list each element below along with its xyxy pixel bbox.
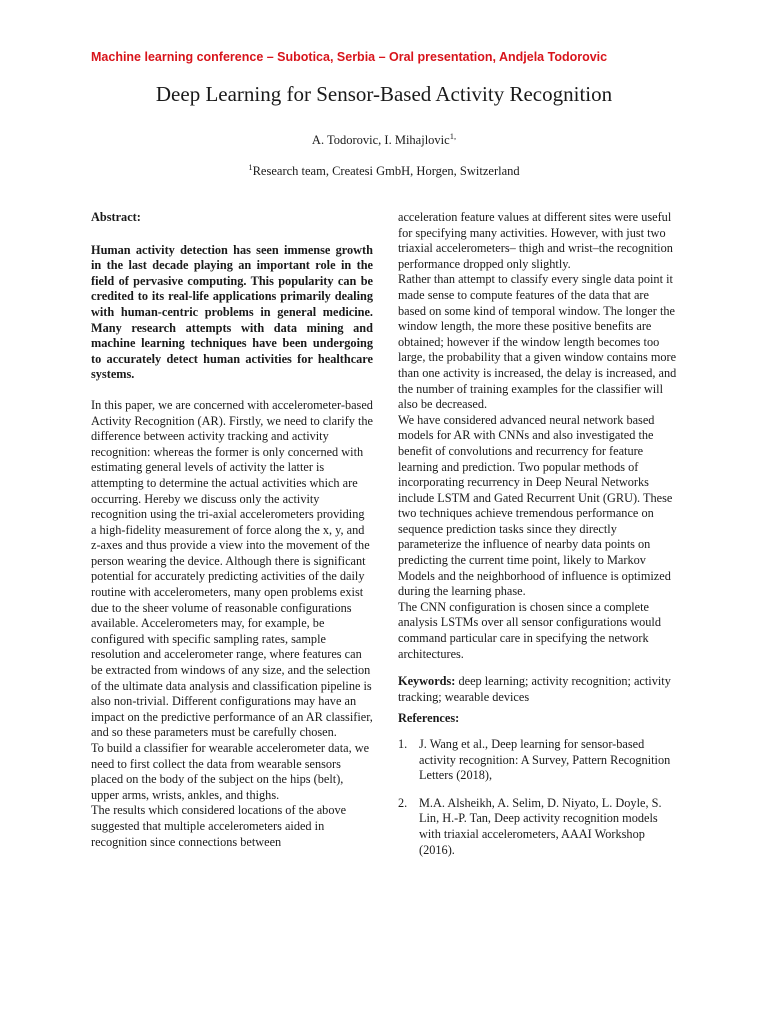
affiliation-mark: 1 xyxy=(248,161,253,172)
body-paragraph: The results which considered locations of the above suggested that multiple accelerometers aided in recognition since connections between xyxy=(91,803,347,849)
body-paragraph: In this paper, we are concerned with accelerometer-based Activity Recognition (AR). Firstly, we need to clarify the difference between activity tracking and activity recognition: whereas the former is only concerned with estimating general levels of activity the latter is attempting to determine the actual activities which are occurring. Hereby we discuss only the activity recognition using the tri-axial accelerometers providing a high-fidelity measurement of force along the x, y, and z-axes and thus provide a view into the movement of the person wearing the device. Although there is significant potential for accurately predicting activities of the daily routine with accelerometers, many open problems exist due to the sheer volume of reasonable configurations available. Accelerometers may, for example, be configured with specific sampling rates, sample resolution and accelerometer range, where features can be extracted from windows of any size, and the selection of the ultimate data analysis and classification pipeline is also non-trivial. Different configurations may have an impact on the predictive performance of an AR classifier, and so these parameters must be carefully chosen. xyxy=(91,397,373,740)
body-paragraph: Rather than attempt to classify every single data point it made sense to compute features of the data that are based on some kind of temporal window. The longer the window length, the more these positive benefits are obtained; however if the window length becomes too large, the probability that a given window contains more than one activity is increased, the delay is increased, and the number of training examples for the classifier will also be decreased. xyxy=(398,272,677,412)
abstract-text: Human activity detection has seen immense growth in the last decade playing an important role in the field of pervasive computing. This popularity can be credited to its real-life applications primarily dealing with human-centric problems in general medicine. Many research attempts with data mining and machine learning techniques have been undergoing to accurately detect human activities for healthcare systems. xyxy=(91,242,373,382)
body-paragraph: We have considered advanced neural network based models for AR with CNNs and also investigated the benefit of convolutions and recurrency for feature learning and prediction. Two popular methods of incorporating recurrency in Deep Neural Networks include LSTM and Gated Recurrent Unit (GRU). These two techniques achieve tremendous performance on sequence prediction tasks since they directly parameterize the influence of nearby data points on predicting the current time point, likely to Markov Models and the neighborhood of influence is optimized during the learning phase. xyxy=(398,412,673,599)
abstract-heading: Abstract: xyxy=(91,210,141,224)
keywords xyxy=(398,674,678,705)
reference-text: J. Wang et al., Deep learning for sensor-based activity recognition: A Survey, Pattern Recognition Letters (2018), xyxy=(419,737,671,783)
reference-item xyxy=(398,796,678,858)
reference-number: 2. xyxy=(398,795,408,810)
author-affiliation-mark: 1, xyxy=(449,130,457,141)
keywords-label: Keywords: xyxy=(398,674,456,689)
references-list xyxy=(398,737,678,858)
body-paragraph: The CNN configuration is chosen since a complete analysis LSTMs over all sensor configurations would command particular care in specifying the network architectures. xyxy=(398,599,661,661)
reference-number: 1. xyxy=(398,737,408,751)
body-paragraph: acceleration feature values at different sites were useful for specifying many activities. However, with just two triaxial accelerometers– thigh and wrist–the recognition performance dropped only slightly. xyxy=(398,210,673,271)
affiliation-line xyxy=(0,161,768,179)
authors: A. Todorovic, I. Mihajlovic xyxy=(311,133,450,147)
references-heading: References: xyxy=(398,711,460,726)
keywords-text: deep learning; activity recognition; activity tracking; wearable devices xyxy=(398,674,671,704)
paper-title: Deep Learning for Sensor-Based Activity Recognition xyxy=(155,82,613,106)
affiliation: Research team, Createsi GmbH, Horgen, Switzerland xyxy=(252,164,520,178)
body-paragraph: To build a classifier for wearable accelerometer data, we need to first collect the data from wearable sensors placed on the body of the subject on the hips (belt), upper arms, wrists, ankles, and thighs. xyxy=(91,741,370,802)
reference-item xyxy=(398,737,678,784)
author-line xyxy=(0,130,768,148)
right-column xyxy=(398,210,678,870)
reference-text: M.A. Alsheikh, A. Selim, D. Niyato, L. Doyle, S. Lin, H.-P. Tan, Deep activity recognition models with triaxial accelerometers, AAAI Workshop (2016). xyxy=(419,795,662,857)
left-column xyxy=(91,210,373,850)
conference-header: Machine learning conference – Subotica, Serbia – Oral presentation, Andjela Todorovic xyxy=(91,50,608,64)
